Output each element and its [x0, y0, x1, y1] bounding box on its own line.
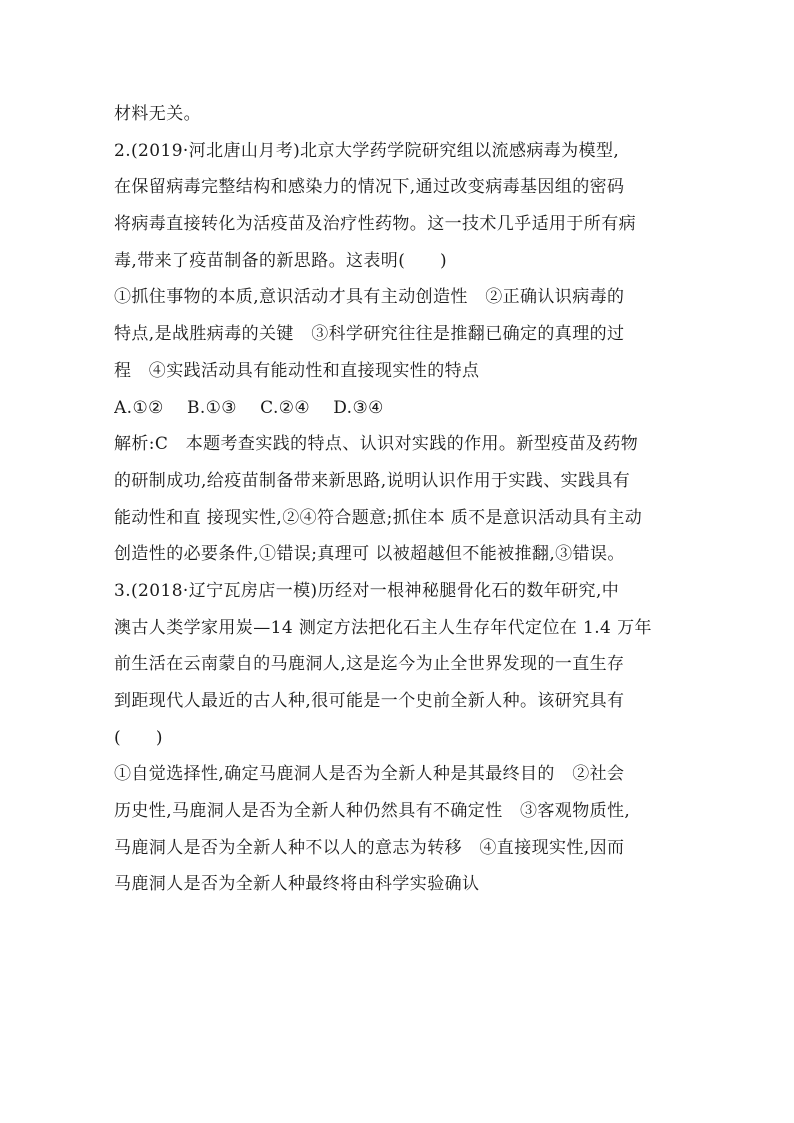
text-line: 能动性和直 接现实性,②④符合题意;抓住本 质不是意识活动具有主动 [114, 507, 643, 528]
answer-blank: ( ) [114, 727, 163, 748]
text-line: 在保留病毒完整结构和感染力的情况下,通过改变病毒基因组的密码 [114, 177, 625, 198]
text-line: 毒,带来了疫苗制备的新思路。这表明( ) [114, 250, 448, 271]
text-line: 特点,是战胜病毒的关键 ③科学研究往往是推翻已确定的真理的过 [114, 324, 625, 345]
text-line: 前生活在云南蒙自的马鹿洞人,这是迄今为止全世界发现的一直生存 [114, 654, 625, 675]
text-line: 澳古人类学家用炭—14 测定方法把化石主人生存年代定位在 1.4 万年 [114, 617, 652, 638]
document-body [114, 96, 684, 903]
question-2-options: A.①② B.①③ C.②④ D.③④ [114, 397, 384, 418]
question-2-statements: ①抓住事物的本质,意识活动才具有主动创造性 ②正确认识病毒的 [114, 287, 625, 308]
text-line: 材料无关。 [114, 104, 201, 124]
text-line: 到距现代人最近的古人种,很可能是一个史前全新人种。该研究具有 [114, 691, 625, 711]
text-line: 马鹿洞人是否为全新人种最终将由科学实验确认 [114, 874, 480, 895]
text-line: 创造性的必要条件,①错误;真理可 以被超越但不能被推翻,③错误。 [114, 544, 625, 565]
text-line: 将病毒直接转化为活疫苗及治疗性药物。这一技术几乎适用于所有病 [114, 214, 636, 235]
question-2-analysis: 解析:C 本题考查实践的特点、认识对实践的作用。新型疫苗及药物 [114, 434, 639, 455]
text-line: 程 ④实践活动具有能动性和直接现实性的特点 [114, 360, 480, 381]
question-2-stem: 2.(2019·河北唐山月考)北京大学药学院研究组以流感病毒为模型, [114, 140, 620, 161]
text-line: 马鹿洞人是否为全新人种不以人的意志为转移 ④直接现实性,因而 [114, 837, 625, 858]
question-3-statements: ①自觉选择性,确定马鹿洞人是否为全新人种是其最终目的 ②社会 [114, 764, 625, 785]
text-line: 的研制成功,给疫苗制备带来新思路,说明认识作用于实践、实践具有 [114, 470, 631, 491]
text-line: 历史性,马鹿洞人是否为全新人种仍然具有不确定性 ③客观物质性, [114, 801, 631, 822]
question-3-stem: 3.(2018·辽宁瓦房店一模)历经对一根神秘腿骨化石的数年研究,中 [114, 580, 620, 601]
